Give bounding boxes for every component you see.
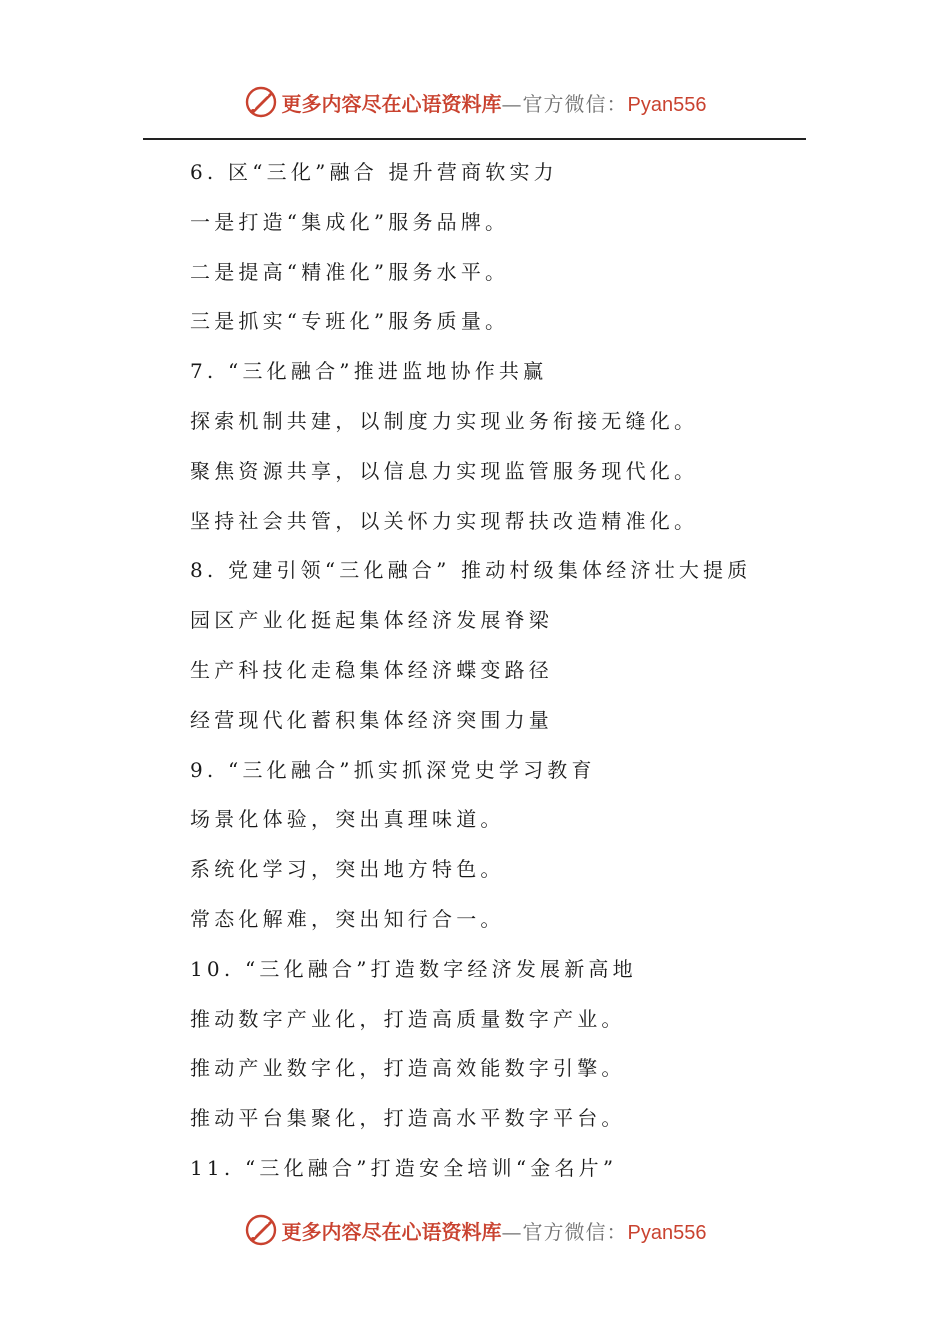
body-line: 系统化学习，突出地方特色。 — [190, 857, 505, 882]
banner-dash: — — [501, 91, 523, 116]
banner-account-id: Pyan556 — [627, 93, 707, 116]
heading-item-9: 9. “三化融合”抓实抓深党史学习教育 — [190, 757, 596, 782]
body-line: 二是提高“精准化”服务水平。 — [190, 259, 510, 284]
document-body — [190, 152, 800, 1198]
body-line: 推动数字产业化，打造高质量数字产业。 — [190, 1006, 626, 1031]
body-line: 一是打造“集成化”服务品牌。 — [190, 209, 510, 234]
body-line: 三是抓实“专班化”服务质量。 — [190, 309, 510, 334]
body-line: 常态化解难，突出知行合一。 — [190, 906, 505, 931]
banner-dash: — — [501, 1219, 523, 1244]
body-line: 经营现代化蓄积集体经济突围力量 — [190, 707, 553, 732]
banner-text — [282, 1216, 707, 1245]
heading-item-11: 11. “三化融合”打造安全培训“金名片” — [190, 1155, 618, 1180]
body-line: 探索机制共建，以制度力实现业务衔接无缝化。 — [190, 408, 699, 433]
page-header-banner — [0, 80, 950, 124]
banner-text — [282, 88, 707, 117]
quill-pen-seal-icon — [244, 85, 278, 119]
heading-item-7: 7. “三化融合”推进监地协作共赢 — [190, 359, 548, 384]
banner-official-label: 官方微信： — [522, 91, 628, 116]
body-line: 坚持社会共管，以关怀力实现帮扶改造精准化。 — [190, 508, 699, 533]
body-line: 场景化体验，突出真理味道。 — [190, 807, 505, 832]
quill-pen-seal-icon — [244, 1213, 278, 1247]
page-footer-banner — [0, 1208, 950, 1252]
banner-main-text: 更多内容尽在心语资料库 — [281, 1219, 502, 1244]
banner-official-label: 官方微信： — [522, 1219, 628, 1244]
banner-main-text: 更多内容尽在心语资料库 — [281, 91, 502, 116]
heading-item-8: 8. 党建引领“三化融合” 推动村级集体经济壮大提质 — [190, 558, 752, 583]
body-line: 推动产业数字化，打造高效能数字引擎。 — [190, 1056, 626, 1081]
banner-account-id: Pyan556 — [627, 1221, 707, 1244]
body-line: 聚焦资源共享，以信息力实现监管服务现代化。 — [190, 458, 699, 483]
body-line: 推动平台集聚化，打造高水平数字平台。 — [190, 1106, 626, 1131]
body-line: 生产科技化走稳集体经济蝶变路径 — [190, 657, 553, 682]
body-line: 园区产业化挺起集体经济发展脊梁 — [190, 608, 553, 633]
heading-item-10: 10. “三化融合”打造数字经济发展新高地 — [190, 956, 637, 981]
header-divider — [143, 138, 806, 140]
heading-item-6: 6. 区“三化”融合 提升营商软实力 — [190, 160, 558, 184]
